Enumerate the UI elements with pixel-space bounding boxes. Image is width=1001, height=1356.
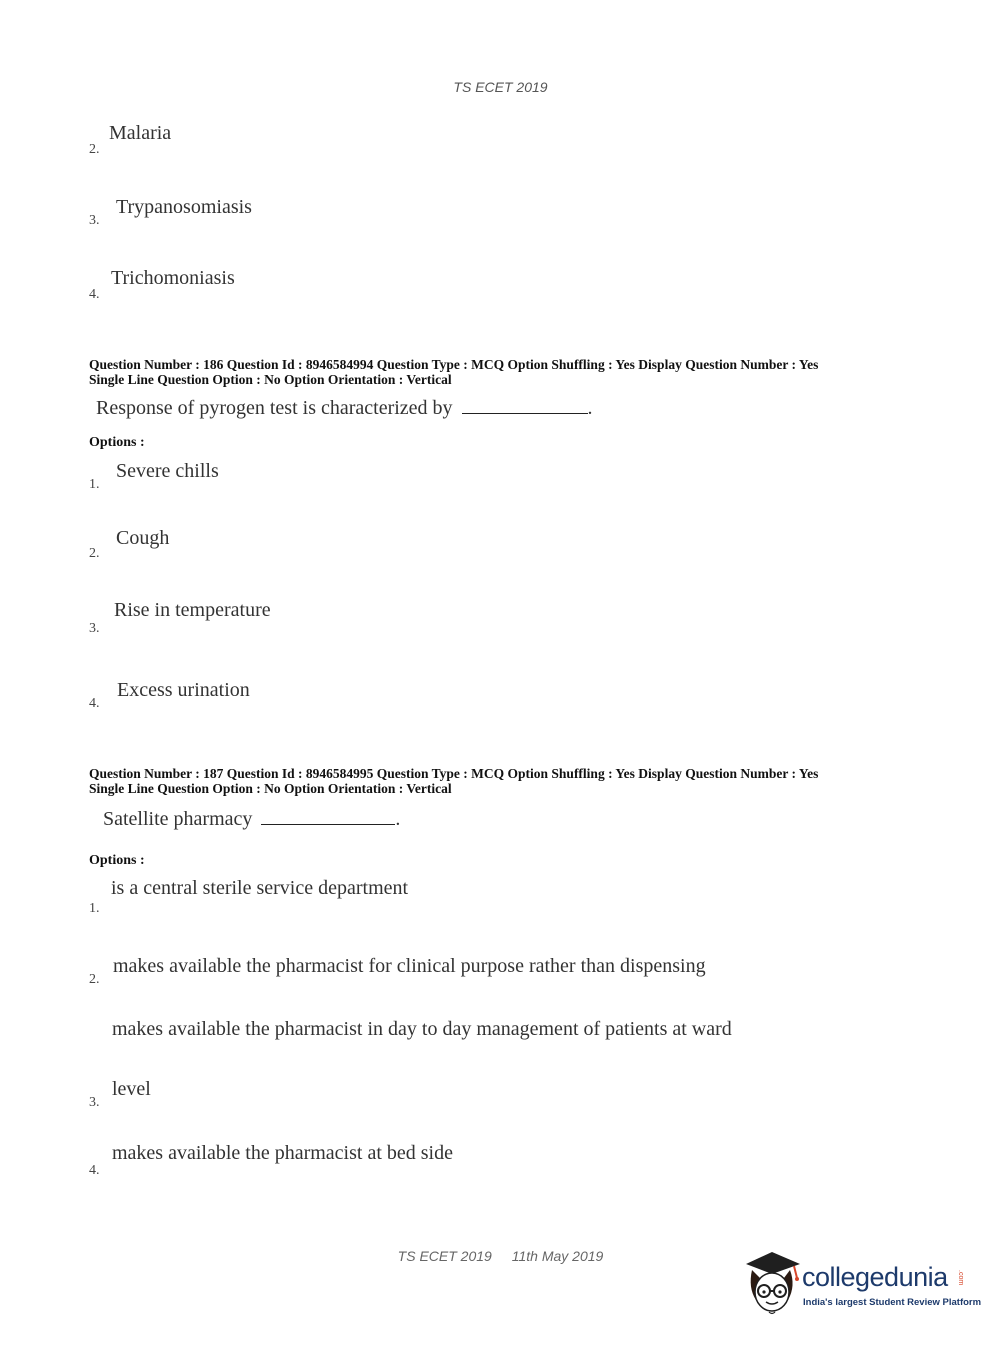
prev-option-4-text: Trichomoniasis [111,267,235,289]
footer-date: 11th May 2019 [511,1248,604,1264]
q187-answer-blank [261,824,395,825]
q186-option-1-text: Severe chills [116,460,219,482]
q187-question-end: . [395,808,401,830]
q187-option-4-number: 4. [89,1163,100,1178]
q187-question: Satellite pharmacy [103,808,253,830]
q187-option-1-text: is a central sterile service department [111,877,409,899]
logo-tagline: India's largest Student Review Platform [803,1297,982,1308]
student-mascot-icon [742,1248,804,1318]
q186-meta-line-2: Single Line Question Option : No Option Orientation : Vertical [89,372,452,387]
q186-options-label: Options : [89,435,145,450]
q187-option-1-number: 1. [89,901,100,916]
q186-question-text [96,397,593,420]
q187-meta-line-1: Question Number : 187 Question Id : 8946584995 Question Type : MCQ Option Shuffling : Yes Display Question Number : Yes [89,766,819,781]
prev-option-3-number: 3. [89,213,100,228]
q186-option-1-number: 1. [89,477,100,492]
q187-meta-line-2: Single Line Question Option : No Option Orientation : Vertical [89,781,452,796]
q187-option-3-text: makes available the pharmacist in day to day management of patients at ward [112,1018,732,1040]
q187-question-text [103,808,400,831]
q187-option-3-number: 3. [89,1095,100,1110]
q186-answer-blank [462,413,588,414]
prev-option-2-text: Malaria [109,122,172,144]
prev-option-3-text: Trypanosomiasis [116,196,252,218]
page-header: TS ECET 2019 [453,79,548,95]
prev-option-2-number: 2. [89,142,100,157]
q187-option-3-text-line-2: level [112,1078,151,1100]
prev-option-4-number: 4. [89,287,100,302]
q186-option-4-text: Excess urination [117,679,250,701]
q186-option-3-number: 3. [89,621,100,636]
collegedunia-logo [742,1248,982,1318]
q186-meta-line-1: Question Number : 186 Question Id : 8946584994 Question Type : MCQ Option Shuffling : Yes Display Question Number : Yes [89,357,819,372]
q187-option-2-text: makes available the pharmacist for clinical purpose rather than dispensing [113,955,706,977]
q186-option-2-number: 2. [89,546,100,561]
logo-brand-name: collegedunia [802,1262,948,1292]
logo-domain-suffix: .com [957,1270,964,1286]
q187-options-label: Options : [89,853,145,868]
q186-option-3-text: Rise in temperature [114,599,271,621]
q186-option-2-text: Cough [116,527,170,549]
q186-option-4-number: 4. [89,696,100,711]
footer-exam: TS ECET 2019 [397,1248,492,1264]
q187-option-2-number: 2. [89,972,100,987]
q187-option-4-text: makes available the pharmacist at bed side [112,1142,453,1164]
q186-question-end: . [587,397,593,419]
q186-question: Response of pyrogen test is characterized by [96,397,453,419]
